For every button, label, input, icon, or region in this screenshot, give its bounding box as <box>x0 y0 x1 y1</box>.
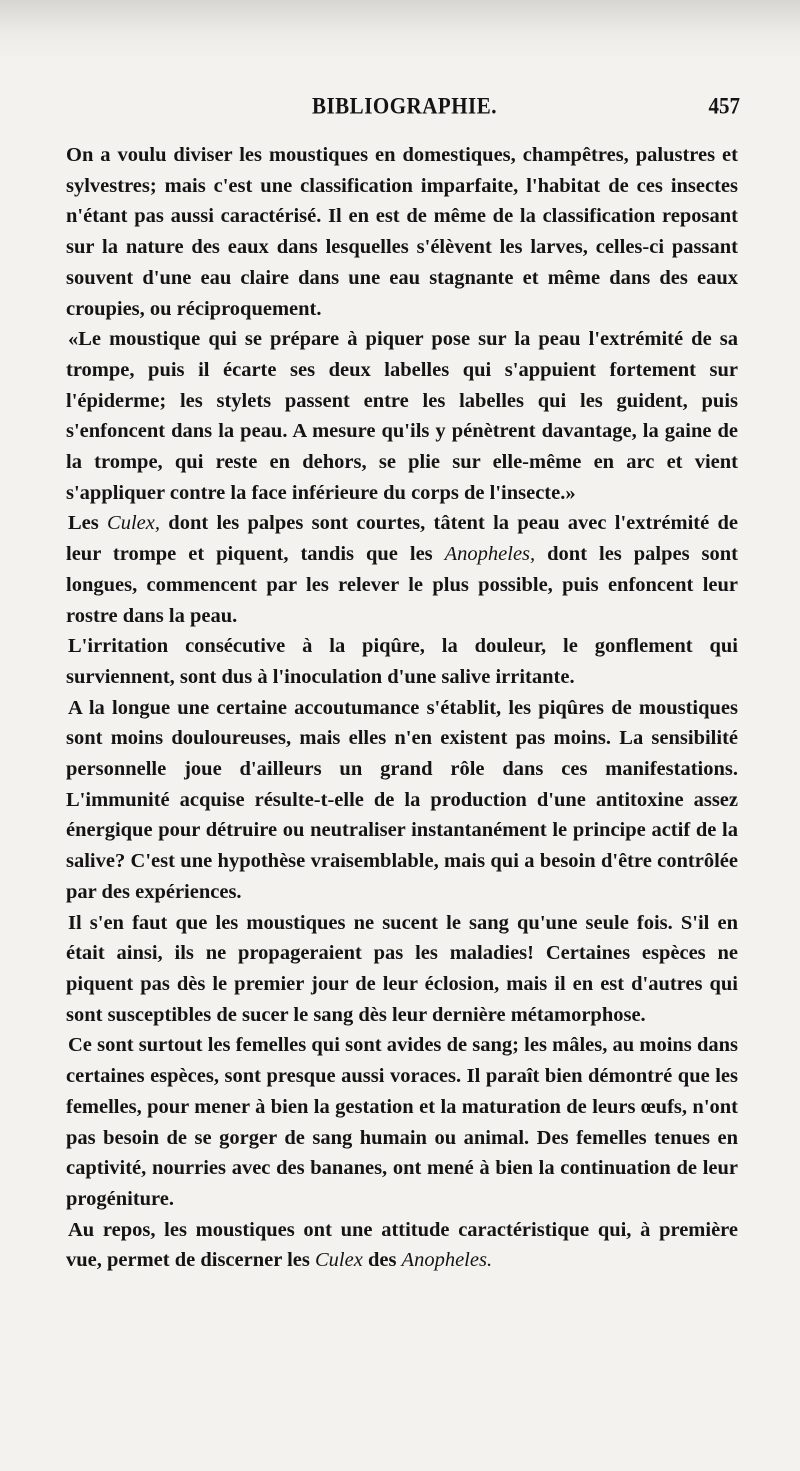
paragraph-7: Ce sont surtout les femelles qui sont avides de sang; les mâles, au moins dans certaines espèces, sont presque aussi voraces. Il paraît bien démontré que les femelles, pour mener à bien la gestation et la maturation de leurs œufs, n'ont pas besoin de se gorger de sang humain ou animal. Des femelles tenues en captivité, nourries avec des bananes, ont mené à bien la continuation de leur progéniture. <box>66 1034 738 1210</box>
term-anopheles: Anopheles, <box>444 543 536 566</box>
paragraph-8-before: Au repos, les moustiques ont une attitude caractéristique qui, à première vue, permet de discerner les <box>66 1218 738 1272</box>
paragraph-3-before: Les <box>68 512 108 535</box>
page-number: 457 <box>708 92 740 119</box>
term-culex: Culex, <box>107 512 160 535</box>
page-edge-shadow <box>0 0 800 60</box>
paragraph-3 <box>66 508 738 631</box>
paragraph-6: Il s'en faut que les moustiques ne sucent le sang qu'une seule fois. S'il en était ainsi, ils ne propageraient pas les maladies! Certaines espèces ne piquent pas dès le premier jour de leur éclosion, mais il en est d'autres qui sont susceptibles de sucer le sang dès leur dernière métamorphose. <box>66 911 738 1026</box>
running-header <box>0 92 800 122</box>
term-anopheles-2: Anopheles. <box>401 1249 493 1272</box>
paragraph-3-after: dont les palpes sont longues, commencent par les relever le plus possible, puis enfoncent leur rostre dans la peau. <box>66 543 739 627</box>
paragraph-8-middle: des <box>362 1249 402 1272</box>
body-text <box>66 140 738 1276</box>
term-culex-2: Culex <box>314 1249 363 1272</box>
paragraph-3-middle: dont les palpes sont courtes, tâtent la peau avec l'extrémité de leur trompe et piquent, tandis que les <box>66 512 739 566</box>
paragraph-8 <box>66 1215 738 1276</box>
running-title: BIBLIOGRAPHIE. <box>312 92 497 119</box>
paragraph-2: «Le moustique qui se prépare à piquer pose sur la peau l'extrémité de sa trompe, puis il écarte ses deux labelles qui s'appuient fortement sur l'épiderme; les stylets passent entre les labelles qui les guident, puis s'enfoncent dans la peau. A mesure qu'ils y pénètrent davantage, la gaine de la trompe, qui reste en dehors, se plie sur elle-même en arc et vient s'appliquer contre la face inférieure du corps de l'insecte.» <box>66 328 738 504</box>
paragraph-5: A la longue une certaine accoutumance s'établit, les piqûres de moustiques sont moins douloureuses, mais elles n'en existent pas moins. La sensibilité personnelle joue d'ailleurs un grand rôle dans ces manifestations. L'immunité acquise résulte-t-elle de la production d'une antitoxine assez énergique pour détruire ou neutraliser instantanément le principe actif de la salive? C'est une hypothèse vraisemblable, mais qui a besoin d'être contrôlée par des expériences. <box>66 696 738 903</box>
paragraph-4: L'irritation consécutive à la piqûre, la douleur, le gonflement qui surviennent, sont dus à l'inoculation d'une salive irritante. <box>66 635 738 688</box>
paragraph-1: On a voulu diviser les moustiques en domestiques, champêtres, palustres et sylvestres; mais c'est une classification imparfaite, l'habitat de ces insectes n'étant pas aussi caractérisé. Il en est de même de la classification reposant sur la nature des eaux dans lesquelles s'élèvent les larves, celles-ci passant souvent d'une eau claire dans une eau stagnante et même dans des eaux croupies, ou réciproquement. <box>66 144 738 320</box>
